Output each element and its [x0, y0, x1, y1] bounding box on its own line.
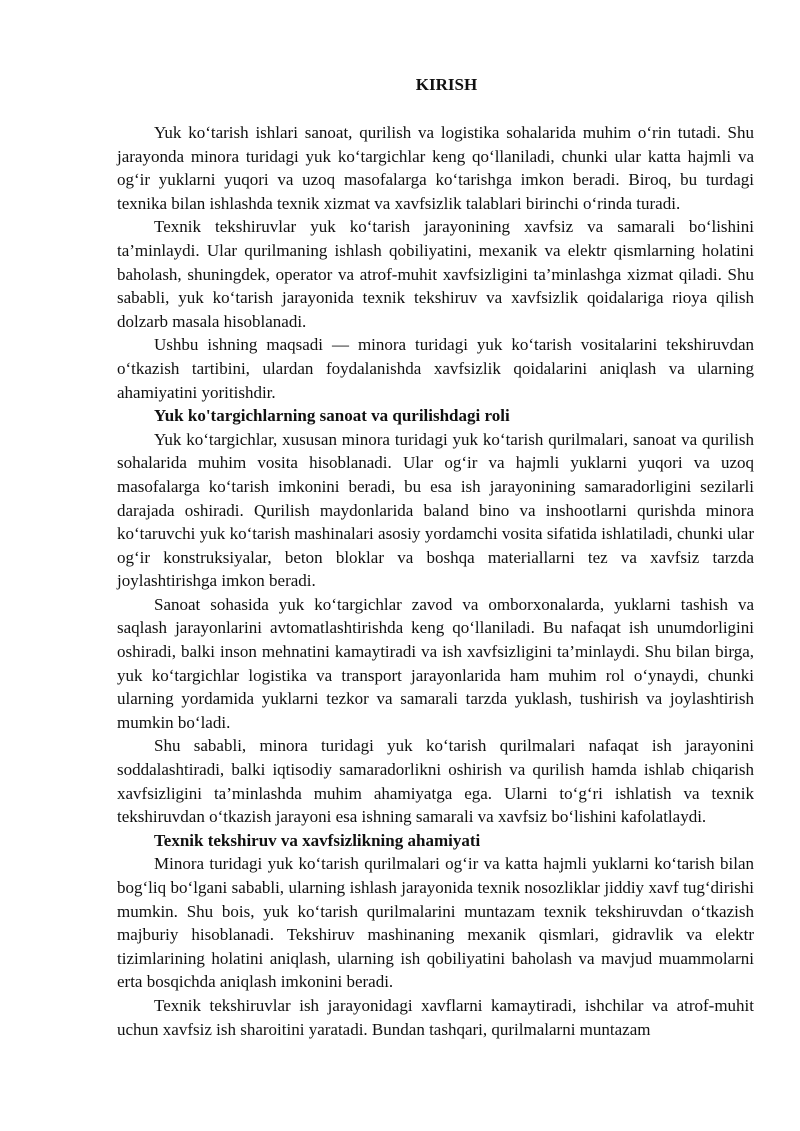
section-1-paragraph-3: Shu sababli, minora turidagi yuk ko‘tarish qurilmalari nafaqat ish jarayonini soddalashtiradi, balki iqtisodiy samaradorlikni oshirish va qurilish hamda ishlab chiqarish xavfsizligini ta’minlashda muhim ahamiyatga ega. Ularni to‘g‘ri ishlatish va texnik tekshiruvdan o‘tkazish jarayoni esa ishning samarali va xavfsiz bo‘lishini kafolatlaydi. — [117, 736, 754, 827]
section-1-paragraph-1: Yuk ko‘targichlar, xususan minora turidagi yuk ko‘tarish qurilmalari, sanoat va qurilish sohalarida muhim vosita hisoblanadi. Ular og‘ir va hajmli yuklarni yuqori va uzoq masofalarga ko‘tarish imkonini beradi, bu esa ish jarayonining samaradorligini sezilarli darajada oshiradi. Qurilish maydonlarida baland bino va inshootlarni qurishda minora ko‘taruvchi yuk ko‘tarish mashinalari asosiy yordamchi vosita sifatida ishlatiladi, chunki ular og‘ir konstruksiyalar, beton bloklar va boshqa materiallarni tez va xavfsiz tarzda joylashtirishga imkon beradi. — [117, 429, 754, 591]
intro-paragraph-3: Ushbu ishning maqsadi — minora turidagi yuk ko‘tarish vositalarini tekshiruvdan o‘tkazish tartibini, ulardan foydalanishda xavfsizlik qoidalarini aniqlash va ularning ahamiyatini yoritishdir. — [117, 335, 754, 402]
intro-paragraph-1: Yuk ko‘tarish ishlari sanoat, qurilish va logistika sohalarida muhim o‘rin tutadi. Shu jarayonda minora turidagi yuk ko‘targichlar keng qo‘llaniladi, chunki ular katta hajmli va og‘ir yuklarni yuqori va uzoq masofalarga ko‘tarishga imkon beradi. Biroq, bu turdagi texnika bilan ishlashda texnik xizmat va xavfsizlik talablari birinchi o‘rinda turadi. — [117, 123, 754, 213]
section-1-paragraph-2: Sanoat sohasida yuk ko‘targichlar zavod va omborxonalarda, yuklarni tashish va saqlash jarayonlarini avtomatlashtirishda keng qo‘llaniladi. Bu nafaqat ish unumdorligini oshiradi, balki inson mehnatini kamaytiradi va ish xavfsizligini ta’minlaydi. Shu bilan birga, yuk ko‘targichlar logistika va transport jarayonlarida ham muhim rol o‘ynaydi, chunki ularning yordamida yuklarni tezkor va samarali tarzda yuklash, tushirish va joylashtirish mumkin bo‘ladi. — [117, 594, 754, 732]
section-2-paragraph-1: Minora turidagi yuk ko‘tarish qurilmalari og‘ir va katta hajmli yuklarni ko‘tarish bilan bog‘liq bo‘lgani sababli, ularning ishlash jarayonida texnik nosozliklar jiddiy xavf tug‘dirishi mumkin. Shu bois, yuk ko‘tarish qurilmalarini muntazam texnik tekshiruvdan o‘tkazish majburiy hisoblanadi. Tekshiruv mashinaning mexanik qismlari, gidravlik va elektr tizimlarining holatini aniqlash, ularning ish qobiliyatini baholash va mavjud muammolarni erta bosqichda aniqlash imkonini beradi. — [117, 854, 754, 992]
section-2-paragraph-2: Texnik tekshiruvlar ish jarayonidagi xavflarni kamaytiradi, ishchilar va atrof-muhit uchun xavfsiz ish sharoitini yaratadi. Bundan tashqari, qurilmalarni muntazam — [117, 995, 754, 1039]
section-heading-2: Texnik tekshiruv va xavfsizlikning ahamiyati — [154, 830, 481, 850]
document-page — [117, 73, 754, 1041]
section-heading-1: Yuk ko'targichlarning sanoat va qurilishdagi roli — [154, 406, 510, 426]
page-title: KIRISH — [415, 75, 478, 94]
intro-paragraph-2: Texnik tekshiruvlar yuk ko‘tarish jarayonining xavfsiz va samarali bo‘lishini ta’minlaydi. Ular qurilmaning ishlash qobiliyatini, mexanik va elektr qismlarning holatini baholash, shuningdek, operator va atrof-muhit xavfsizligini ta’minlashga xizmat qiladi. Shu sababli, yuk ko‘tarish jarayonida texnik tekshiruv va xavfsizlik qoidalariga rioya qilish dolzarb masala hisoblanadi. — [117, 217, 754, 331]
